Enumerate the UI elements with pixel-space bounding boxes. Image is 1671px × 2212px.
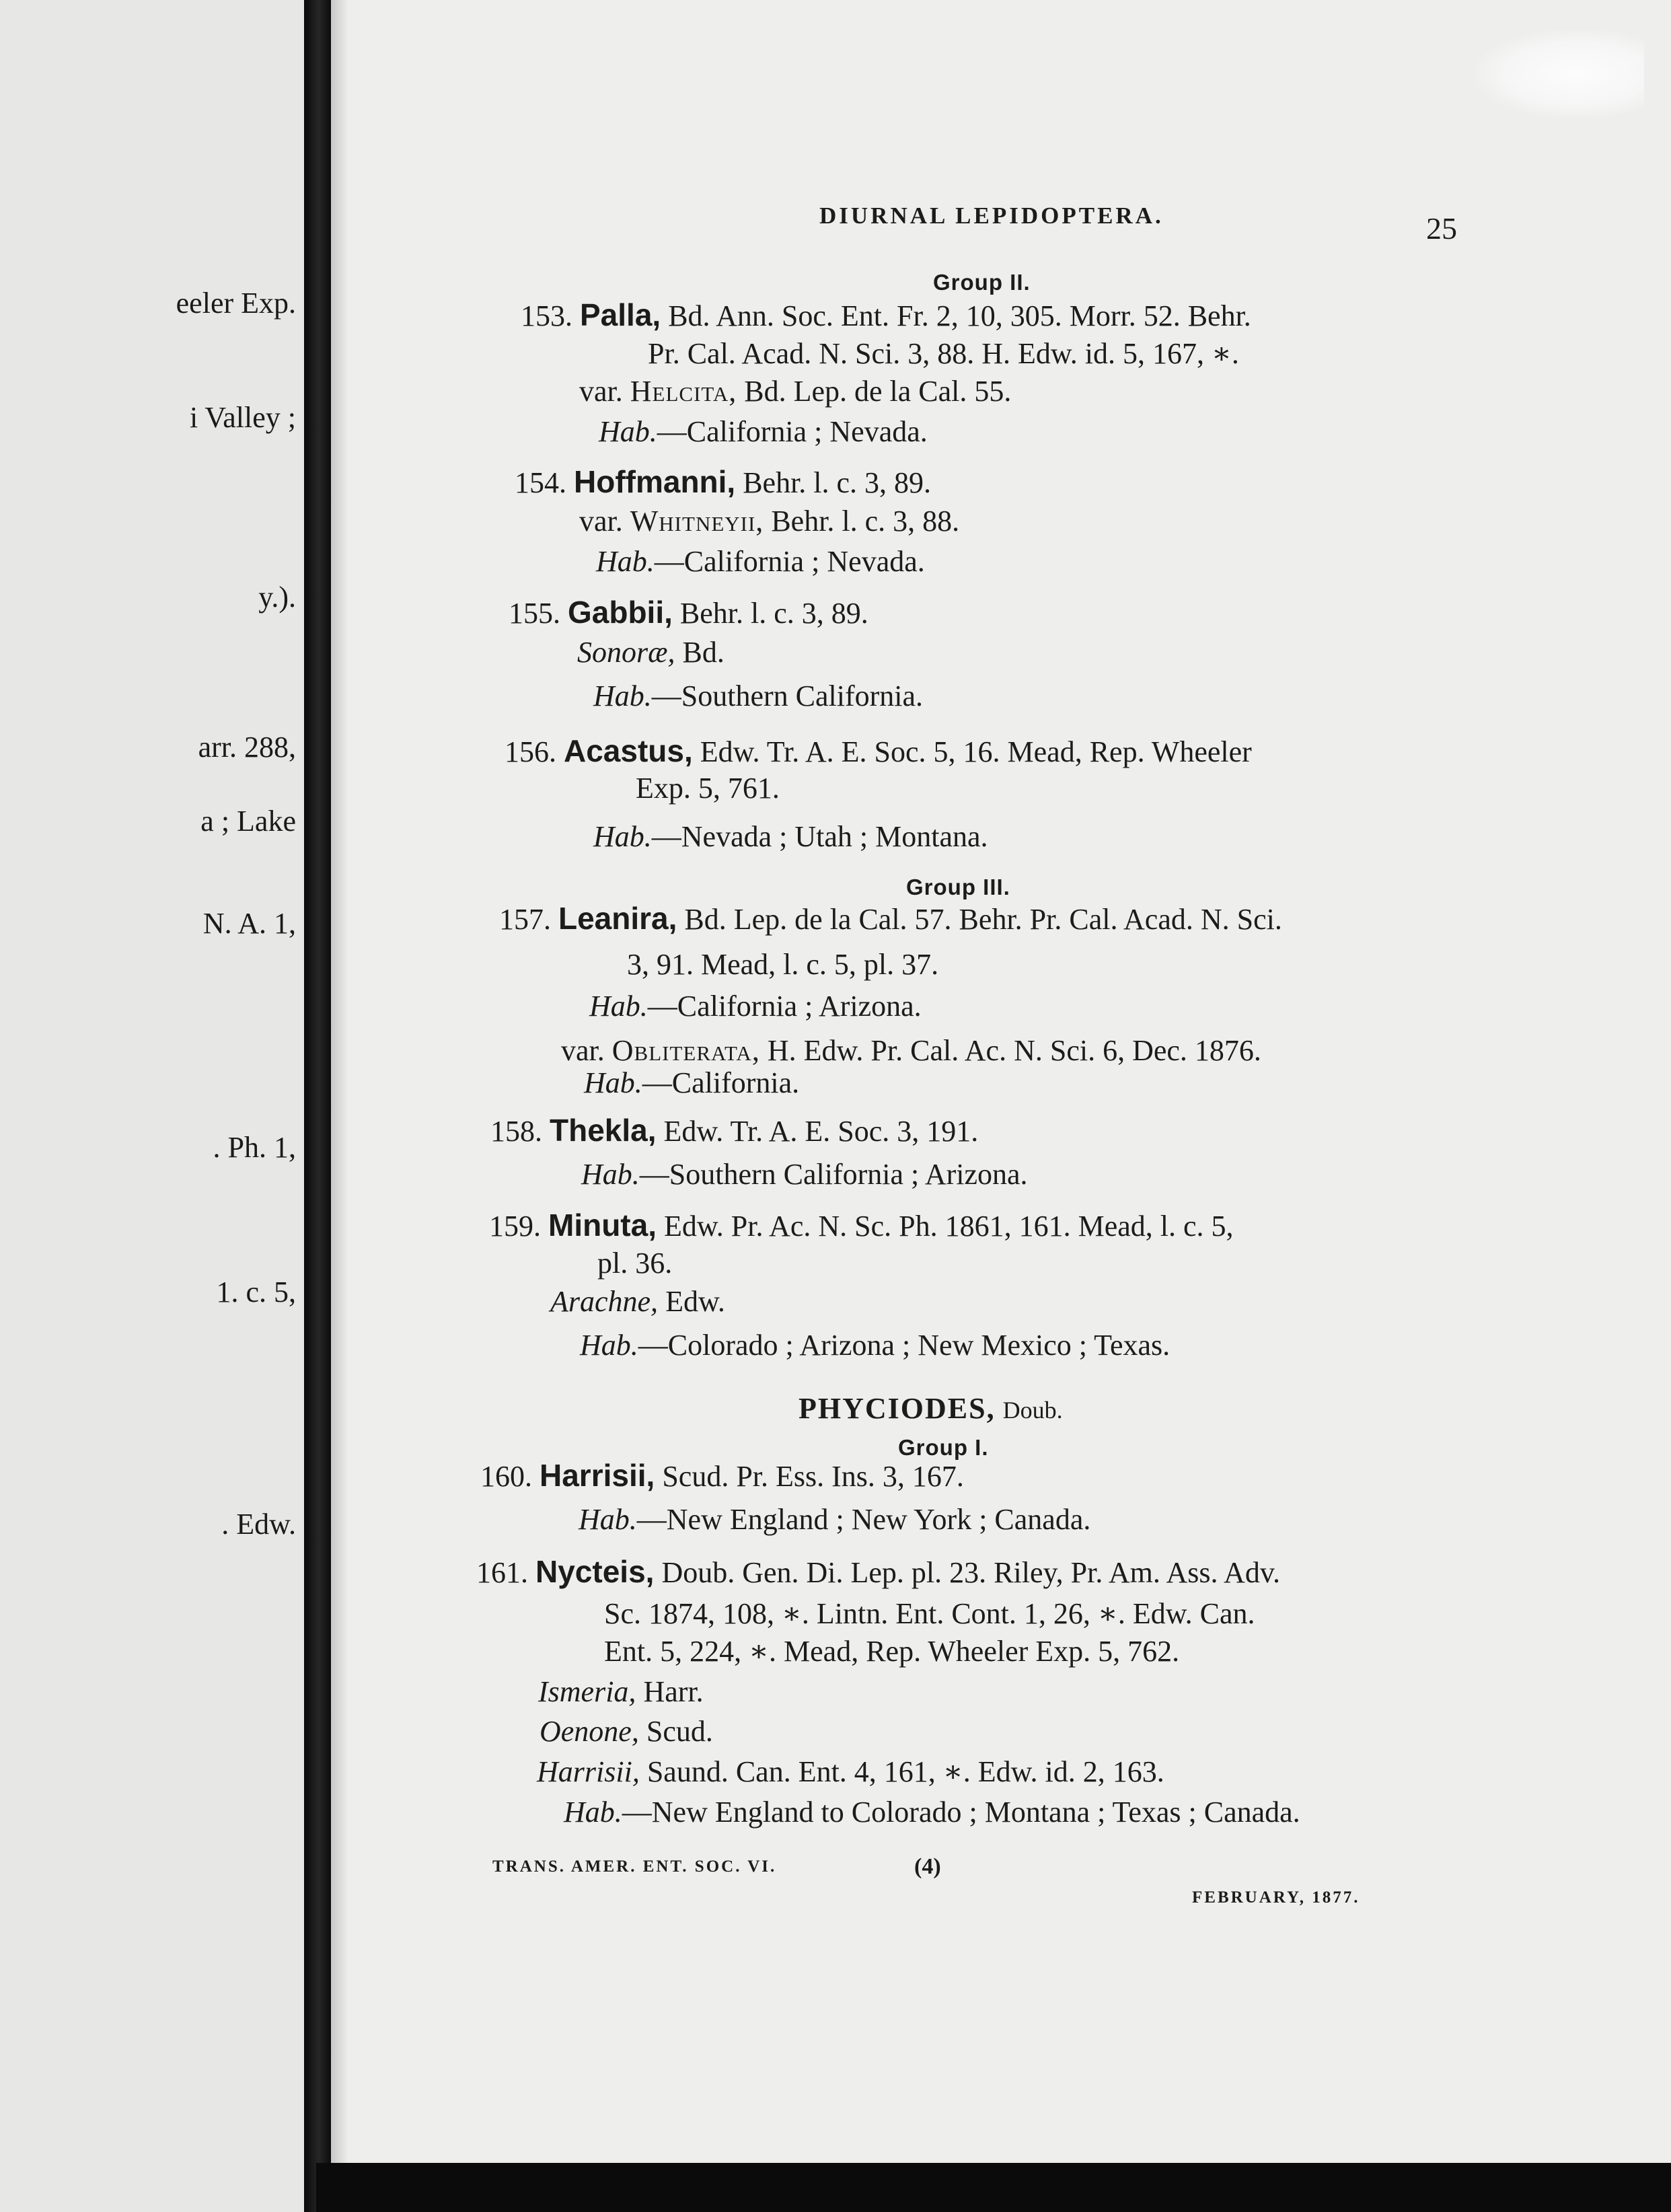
entry-153: [521, 299, 1251, 331]
right-page: [331, 0, 1671, 2212]
citation: Behr. l. c. 3, 89.: [743, 466, 932, 499]
left-fragment: y.).: [258, 581, 296, 614]
hab-label: Hab.: [579, 1503, 637, 1536]
species-name: Harrisii,: [540, 1458, 655, 1493]
citation-continued: Exp. 5, 761.: [636, 772, 780, 805]
var-label: var.: [579, 375, 623, 408]
book-gutter: [304, 0, 331, 2212]
synonym-name: Ismeria,: [538, 1675, 636, 1708]
synonym-author: Harr.: [643, 1675, 704, 1708]
species-name: Acastus,: [564, 733, 693, 768]
hab-label: Hab.: [584, 1066, 642, 1099]
habitat: —California.: [642, 1066, 800, 1099]
var-label: var.: [579, 505, 623, 538]
species-name: Palla,: [580, 297, 661, 332]
variety-line: [579, 507, 959, 536]
citation: Saund. Can. Ent. 4, 161, ∗. Edw. id. 2, 163.: [646, 1755, 1164, 1788]
left-fragment: a ; Lake: [200, 805, 296, 838]
entry-number: 155.: [509, 597, 560, 630]
citation: Edw. Tr. A. E. Soc. 5, 16. Mead, Rep. Wheeler: [700, 735, 1252, 768]
habitat: —Southern California.: [651, 679, 924, 712]
habitat-line: [584, 1068, 799, 1098]
entry-160: [480, 1460, 964, 1491]
synonym-line: [577, 638, 725, 667]
synonym-line: [537, 1757, 1164, 1787]
genus-heading: [799, 1394, 1063, 1424]
synonym-line: [538, 1677, 704, 1707]
entry-number: 154.: [515, 466, 566, 499]
habitat-line: [596, 547, 925, 577]
hab-label: Hab.: [581, 1158, 640, 1191]
group-heading: Group I.: [898, 1435, 989, 1460]
habitat: —Colorado ; Arizona ; New Mexico ; Texas.: [638, 1329, 1171, 1362]
left-fragment: N. A. 1,: [202, 907, 296, 940]
left-fragment: . Edw.: [221, 1508, 296, 1541]
hab-label: Hab.: [593, 679, 652, 712]
habitat: —Nevada ; Utah ; Montana.: [651, 820, 988, 853]
habitat-line: [580, 1331, 1170, 1360]
hab-label: Hab.: [580, 1329, 638, 1362]
entry-155: [509, 597, 868, 628]
citation: Behr. l. c. 3, 88.: [771, 505, 960, 538]
habitat-line: [564, 1798, 1300, 1827]
left-fragment: . Ph. 1,: [213, 1131, 296, 1164]
synonym-line: [540, 1717, 713, 1746]
hab-label: Hab.: [596, 545, 655, 578]
variety-line: [579, 377, 1011, 406]
entry-number: 158.: [490, 1115, 542, 1148]
entry-number: 159.: [489, 1210, 541, 1243]
synonym-line: [550, 1287, 725, 1317]
hab-label: Hab.: [564, 1796, 622, 1829]
species-name: Minuta,: [548, 1208, 657, 1243]
left-fragment: 1. c. 5,: [216, 1276, 296, 1308]
habitat: —California ; Nevada.: [657, 415, 928, 448]
citation-continued: 3, 91. Mead, l. c. 5, pl. 37.: [627, 948, 939, 981]
variety-line: [561, 1036, 1261, 1066]
synonym-name: Arachne,: [550, 1285, 659, 1318]
citation: Doub. Gen. Di. Lep. pl. 23. Riley, Pr. Am. Ass. Adv.: [661, 1556, 1280, 1589]
variety-name: Whitneyii,: [630, 505, 764, 538]
entry-number: 157.: [499, 903, 551, 936]
citation: Bd. Lep. de la Cal. 57. Behr. Pr. Cal. Acad. N. Sci.: [684, 903, 1282, 936]
habitat-line: [599, 417, 928, 447]
citation-continued: pl. 36.: [597, 1247, 673, 1280]
variety-name: Obliterata,: [611, 1034, 760, 1067]
synonym-author: Bd.: [682, 636, 725, 669]
group-heading: Group II.: [933, 270, 1031, 295]
entry-158: [490, 1115, 978, 1146]
citation: Bd. Ann. Soc. Ent. Fr. 2, 10, 305. Morr. 52. Behr.: [668, 299, 1251, 332]
synonym-author: Edw.: [665, 1285, 725, 1318]
entry-number: 160.: [480, 1460, 532, 1493]
entry-156: [505, 735, 1252, 767]
entry-161: [476, 1556, 1280, 1588]
var-label: var.: [561, 1034, 605, 1067]
left-page: [0, 0, 304, 2212]
citation-continued: Sc. 1874, 108, ∗. Lintn. Ent. Cont. 1, 26, ∗. Edw. Can.: [604, 1597, 1255, 1630]
habitat-line: [581, 1160, 1028, 1189]
synonym-author: Scud.: [646, 1715, 713, 1748]
synonym-name: Oenone,: [540, 1715, 639, 1748]
citation-continued: Pr. Cal. Acad. N. Sci. 3, 88. H. Edw. id. 5, 167, ∗.: [648, 337, 1239, 370]
signature-mark: (4): [914, 1854, 941, 1879]
habitat: —California ; Arizona.: [647, 990, 922, 1023]
species-name: Nycteis,: [535, 1554, 655, 1589]
habitat-line: [593, 681, 923, 711]
citation: Behr. l. c. 3, 89.: [679, 597, 868, 630]
genus-name: PHYCIODES,: [799, 1392, 996, 1425]
species-name: Hoffmanni,: [574, 464, 736, 499]
variety-name: Helcita,: [630, 375, 737, 408]
scan-border: [316, 2163, 1671, 2212]
left-fragment: eeler Exp.: [176, 287, 296, 320]
habitat: —New England to Colorado ; Montana ; Texas ; Canada.: [622, 1796, 1300, 1829]
entry-number: 153.: [521, 299, 572, 332]
habitat-line: [589, 992, 922, 1021]
species-name: Gabbii,: [568, 595, 673, 630]
entry-number: 156.: [505, 735, 556, 768]
species-name: Leanira,: [558, 901, 677, 936]
habitat-line: [579, 1505, 1090, 1535]
habitat: —Southern California ; Arizona.: [639, 1158, 1028, 1191]
citation-continued: Ent. 5, 224, ∗. Mead, Rep. Wheeler Exp. 5, 762.: [604, 1635, 1180, 1668]
genus-author: Doub.: [1002, 1397, 1063, 1424]
habitat: —New England ; New York ; Canada.: [636, 1503, 1091, 1536]
left-fragment: arr. 288,: [198, 731, 296, 764]
citation: Bd. Lep. de la Cal. 55.: [744, 375, 1012, 408]
hab-label: Hab.: [593, 820, 652, 853]
group-heading: Group III.: [906, 875, 1010, 899]
synonym-name: Sonoræ,: [577, 636, 675, 669]
left-fragment: i Valley ;: [189, 401, 296, 434]
issue-date: FEBRUARY, 1877.: [1192, 1888, 1360, 1907]
entry-157: [499, 903, 1282, 934]
entry-159: [489, 1210, 1234, 1241]
habitat: —California ; Nevada.: [654, 545, 925, 578]
citation: Edw. Tr. A. E. Soc. 3, 191.: [663, 1115, 979, 1148]
page-number: 25: [1426, 211, 1457, 246]
citation: H. Edw. Pr. Cal. Ac. N. Sci. 6, Dec. 1876.: [767, 1034, 1261, 1067]
journal-footer: TRANS. AMER. ENT. SOC. VI.: [492, 1857, 777, 1876]
synonym-name: Harrisii,: [537, 1755, 640, 1788]
species-name: Thekla,: [550, 1113, 657, 1148]
hab-label: Hab.: [589, 990, 648, 1023]
paper-damage: [1476, 30, 1644, 118]
running-title: DIURNAL LEPIDOPTERA.: [819, 202, 1164, 229]
hab-label: Hab.: [599, 415, 657, 448]
citation: Edw. Pr. Ac. N. Sc. Ph. 1861, 161. Mead, l. c. 5,: [663, 1210, 1234, 1243]
entry-154: [515, 466, 931, 498]
citation: Scud. Pr. Ess. Ins. 3, 167.: [662, 1460, 964, 1493]
habitat-line: [593, 822, 988, 852]
entry-number: 161.: [476, 1556, 528, 1589]
